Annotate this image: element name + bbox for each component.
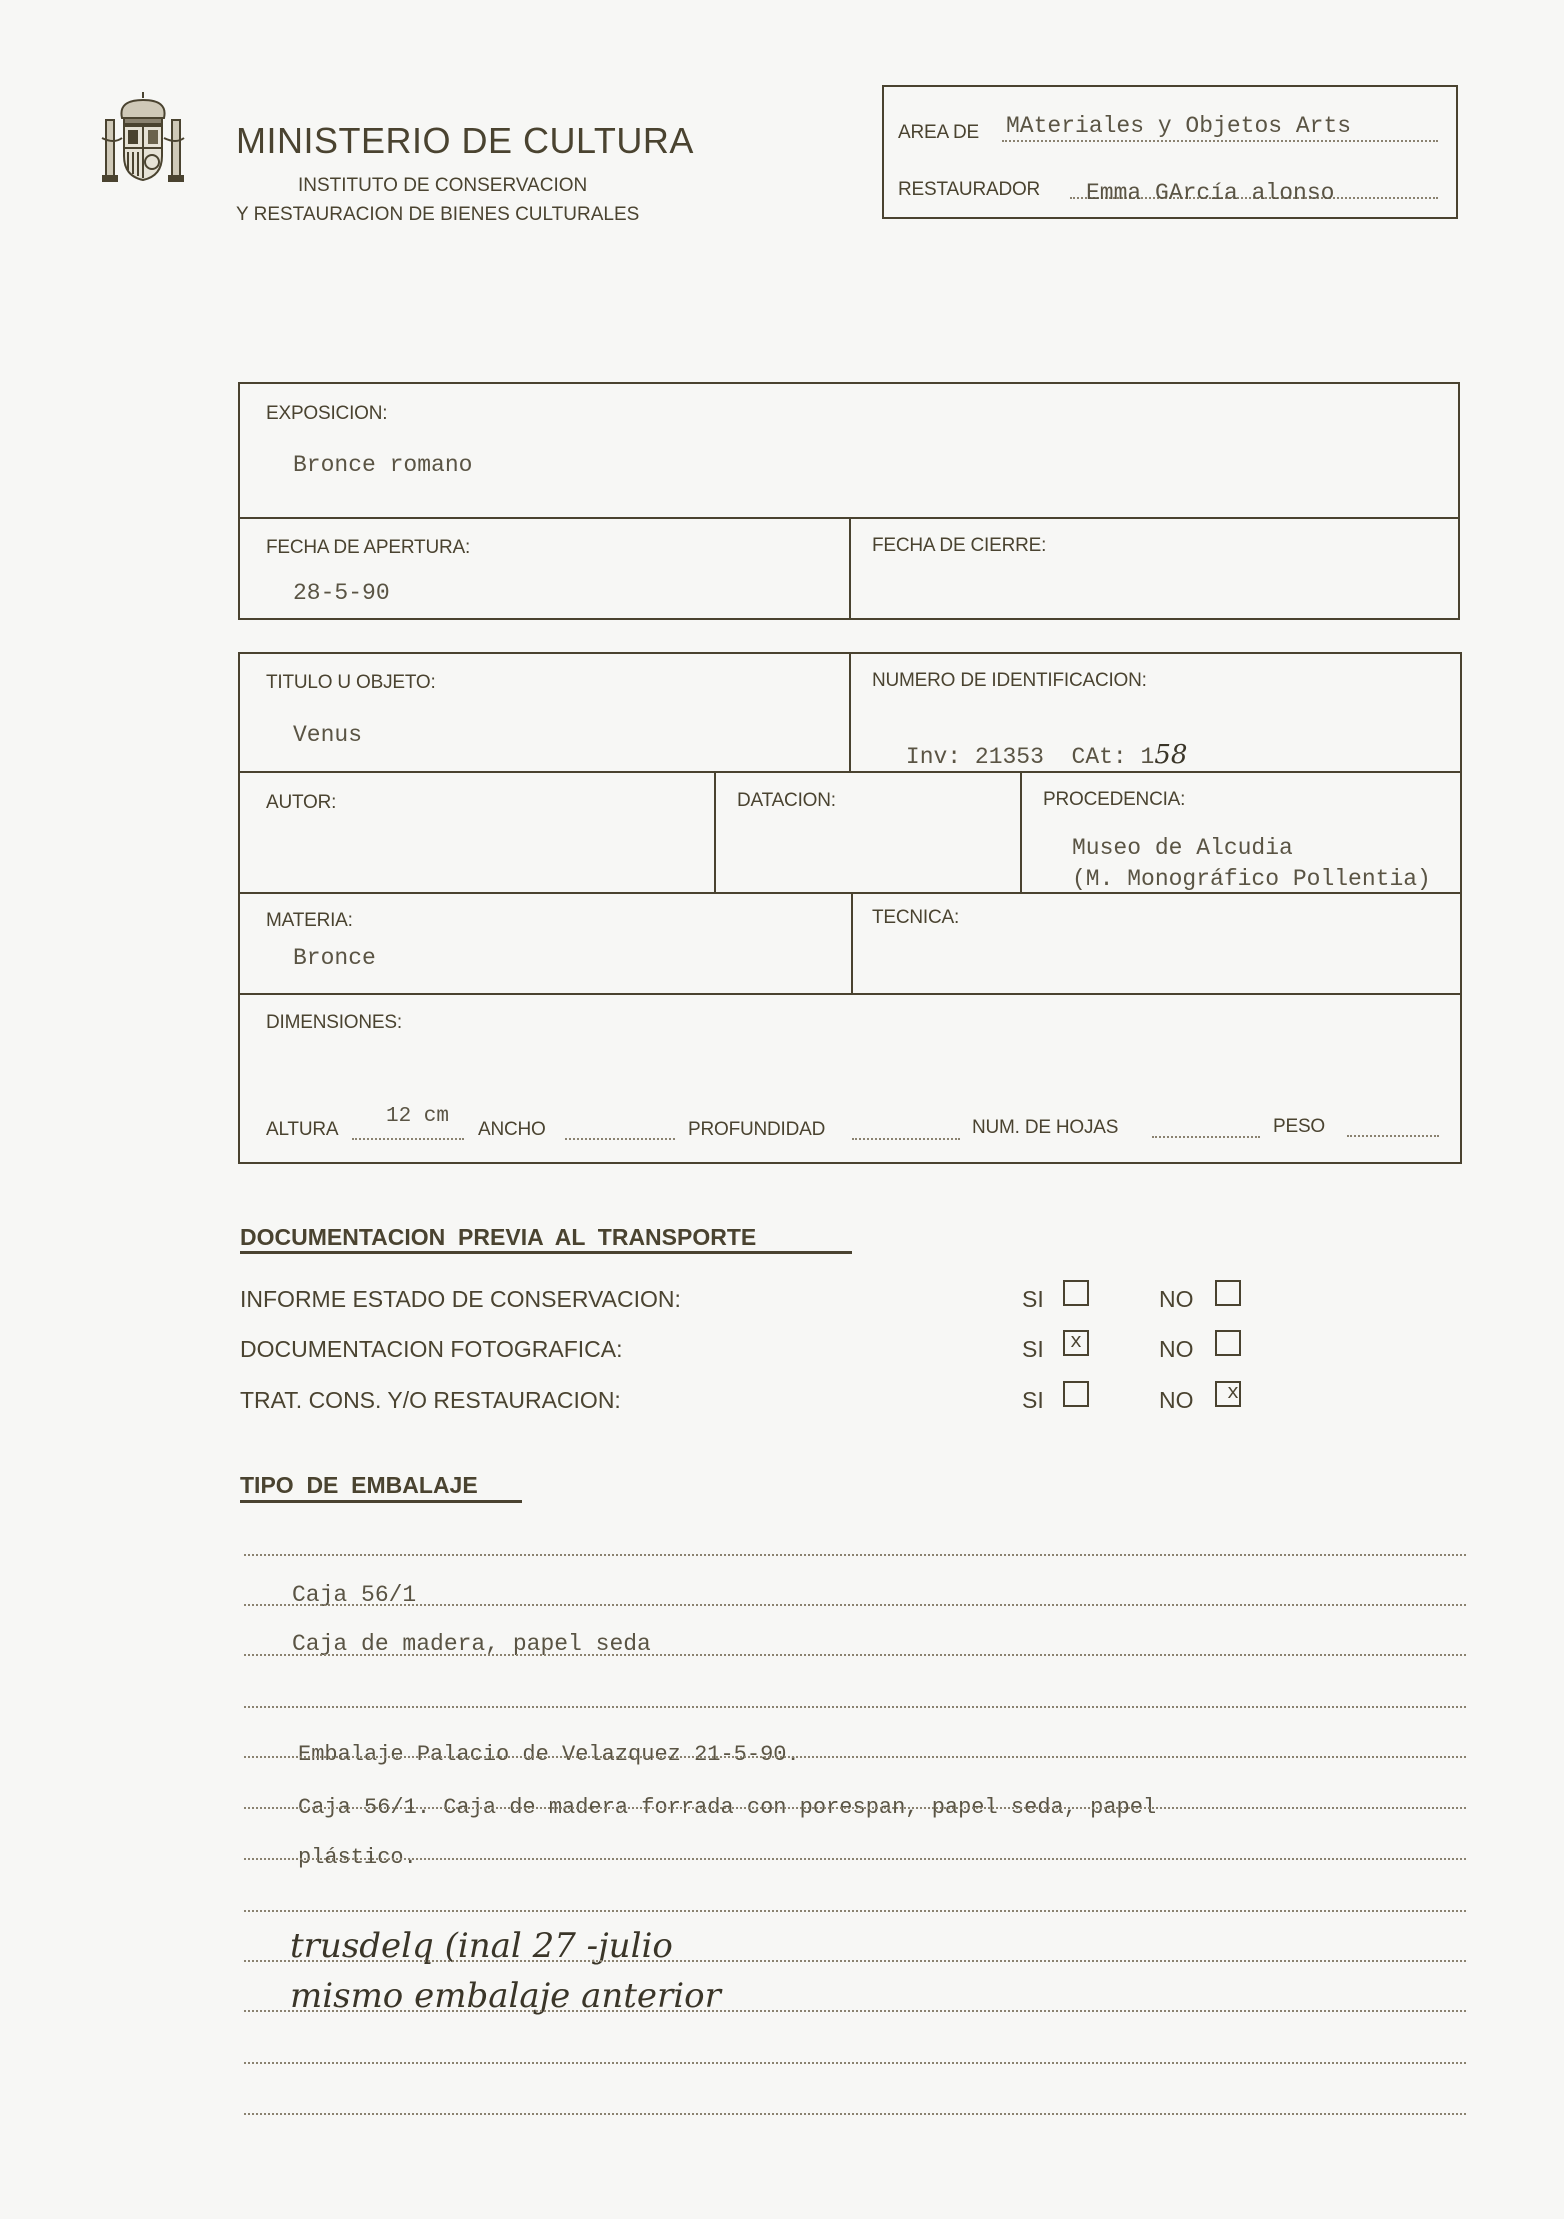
embalaje-text-3[interactable]: Embalaje Palacio de Velazquez 21-5-90. [298,1742,800,1767]
si-label: SI [1022,1336,1044,1362]
embalaje-text-4[interactable]: Caja 56/1. Caja de madera forrada con porespan, papel seda, papel [298,1795,1157,1820]
procedencia-label: PROCEDENCIA: [1043,789,1186,810]
profundidad-dotted-line[interactable] [852,1138,960,1140]
autor-label: AUTOR: [266,792,337,813]
no-label: NO [1159,1336,1194,1362]
spanish-coat-of-arms-icon [100,90,186,182]
divider [714,771,716,894]
area-label: AREA DE [898,122,979,143]
divider [1020,771,1022,894]
embalaje-title: TIPO DE EMBALAJE [240,1472,478,1498]
numero-label: NUMERO DE IDENTIFICACION: [872,670,1147,691]
fecha-apertura-value[interactable]: 28-5-90 [293,580,390,606]
embalaje-line[interactable] [244,1910,1466,1912]
no-label: NO [1159,1286,1194,1312]
area-dotted-line [1002,140,1438,142]
divider [849,517,851,620]
checkbox-fotografica-no[interactable] [1215,1330,1241,1356]
numero-typed: Inv: 21353 CAt: 1 [905,744,1155,770]
institute-line-2: Y RESTAURACION DE BIENES CULTURALES [236,204,640,225]
embalaje-handwritten-2[interactable]: mismo embalaje anterior [290,1976,721,2016]
embalaje-line[interactable] [244,2062,1466,2064]
embalaje-line[interactable] [244,1807,1466,1809]
altura-dotted-line [352,1138,464,1140]
divider [851,892,853,995]
institute-line-1: INSTITUTO DE CONSERVACION [298,175,588,196]
checkbox-fotografica-si[interactable]: x [1063,1330,1089,1356]
restaurador-label: RESTAURADOR [898,179,1041,200]
dimensiones-label: DIMENSIONES: [266,1012,402,1033]
procedencia-line-1[interactable]: Museo de Alcudia [1072,835,1293,861]
fecha-apertura-label: FECHA DE APERTURA: [266,537,471,558]
embalaje-line[interactable] [244,1654,1466,1656]
numero-value[interactable] [897,722,1187,770]
tecnica-label: TECNICA: [872,907,960,928]
embalaje-line[interactable] [244,1858,1466,1860]
titulo-label: TITULO U OBJETO: [266,672,436,693]
peso-label: PESO [1273,1116,1325,1137]
profundidad-label: PROFUNDIDAD [688,1119,826,1140]
altura-value[interactable]: 12 cm [386,1105,450,1128]
embalaje-line[interactable] [244,1706,1466,1708]
restaurador-value[interactable]: Emma GArcía alonso [1086,180,1335,206]
divider [238,993,1462,995]
divider [849,652,851,772]
hojas-label: NUM. DE HOJAS [972,1117,1119,1138]
documentacion-title: DOCUMENTACION PREVIA AL TRANSPORTE [240,1224,757,1250]
checkbox-restauracion-no[interactable]: x [1215,1381,1241,1407]
no-label: NO [1159,1387,1194,1413]
si-label: SI [1022,1387,1044,1413]
ministry-title: MINISTERIO DE CULTURA [236,120,694,161]
doc-row-label: DOCUMENTACION FOTOGRAFICA: [240,1336,623,1362]
hojas-dotted-line[interactable] [1152,1136,1260,1138]
ancho-label: ANCHO [478,1119,546,1140]
exposicion-label: EXPOSICION: [266,403,388,424]
altura-label: ALTURA [266,1119,339,1140]
materia-label: MATERIA: [266,910,353,931]
numero-handwritten: 58 [1154,740,1188,770]
coat-of-arms-emblem [100,90,186,182]
area-value[interactable]: MAteriales y Objetos Arts [1006,113,1352,139]
embalaje-line[interactable] [244,1756,1466,1758]
embalaje-line[interactable] [244,1604,1466,1606]
peso-dotted-line[interactable] [1347,1135,1439,1137]
divider [238,771,1462,773]
embalaje-line[interactable] [244,1554,1466,1556]
embalaje-text-5[interactable]: plástico. [298,1845,417,1870]
embalaje-handwritten-1[interactable]: trusdelq (inal 27 -julio [290,1926,673,1966]
materia-value[interactable]: Bronce [293,945,376,971]
titulo-value[interactable]: Venus [293,722,363,748]
embalaje-line[interactable] [244,2113,1466,2115]
doc-row-label: TRAT. CONS. Y/O RESTAURACION: [240,1387,621,1413]
embalaje-text-2[interactable]: Caja de madera, papel seda [292,1631,651,1657]
embalaje-line[interactable] [244,2010,1466,2012]
procedencia-line-2[interactable]: (M. Monográfico Pollentia) [1072,866,1431,892]
datacion-label: DATACION: [737,790,836,811]
documentacion-title-underline [240,1251,852,1254]
divider [238,892,1462,894]
exposicion-value[interactable]: Bronce romano [293,452,473,478]
checkbox-restauracion-si[interactable] [1063,1381,1089,1407]
checkbox-conservacion-no[interactable] [1215,1280,1241,1306]
ancho-dotted-line[interactable] [565,1138,675,1140]
si-label: SI [1022,1286,1044,1312]
doc-row-label: INFORME ESTADO DE CONSERVACION: [240,1286,681,1312]
checkbox-conservacion-si[interactable] [1063,1280,1089,1306]
embalaje-line[interactable] [244,1960,1466,1962]
embalaje-text-1[interactable]: Caja 56/1 [292,1582,417,1608]
embalaje-title-underline [240,1500,522,1503]
fecha-cierre-label: FECHA DE CIERRE: [872,535,1047,556]
